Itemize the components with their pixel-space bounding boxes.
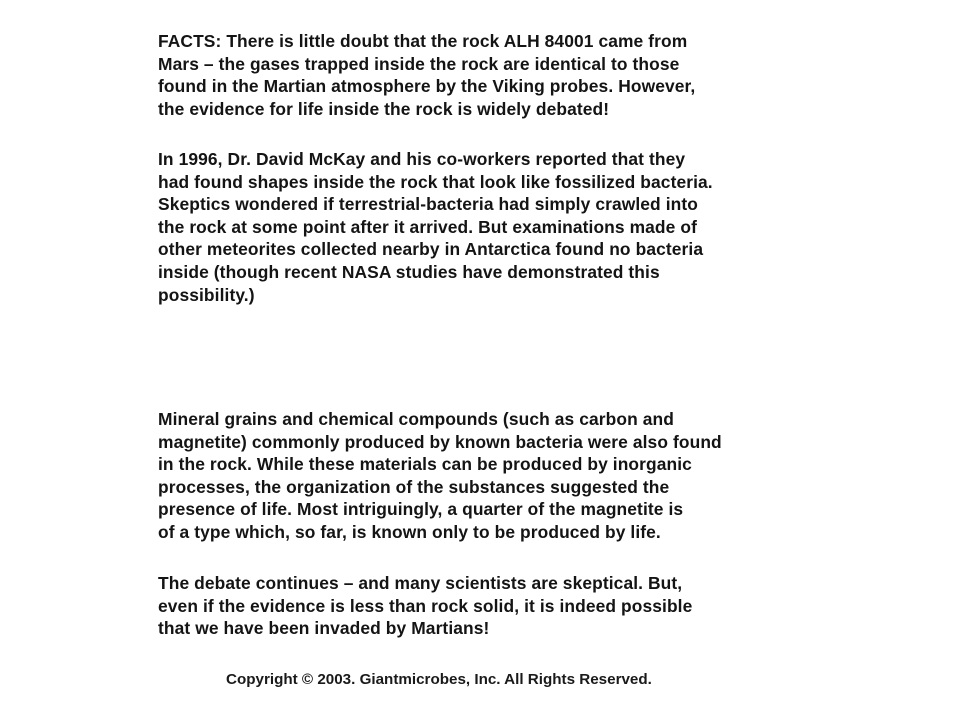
text-line: magnetite) commonly produced by known bacteria were also found xyxy=(158,431,722,452)
text-line: inside (though recent NASA studies have demonstrated this xyxy=(158,261,660,282)
text-line: Mars – the gases trapped inside the rock are identical to those xyxy=(158,53,680,74)
paragraph-debate xyxy=(158,572,818,640)
text-line: Skeptics wondered if terrestrial-bacteria had simply crawled into xyxy=(158,194,698,215)
copyright-notice: Copyright © 2003. Giantmicrobes, Inc. All Rights Reserved. xyxy=(226,671,652,688)
paragraph-facts xyxy=(158,30,818,120)
text-line: possibility.) xyxy=(158,284,255,305)
text-line: Mineral grains and chemical compounds (such as carbon and xyxy=(158,409,674,429)
text-line: processes, the organization of the substances suggested the xyxy=(158,476,670,497)
text-line: had found shapes inside the rock that look like fossilized bacteria. xyxy=(158,171,713,192)
text-line: the evidence for life inside the rock is widely debated! xyxy=(158,98,610,119)
text-line: In 1996, Dr. David McKay and his co-workers reported that they xyxy=(158,149,686,169)
paragraph-mineral-grains xyxy=(158,408,818,544)
text-line: that we have been invaded by Martians! xyxy=(158,618,490,639)
text-line: presence of life. Most intriguingly, a quarter of the magnetite is xyxy=(158,499,684,520)
text-line: FACTS: There is little doubt that the rock ALH 84001 came from xyxy=(158,31,688,51)
text-line: of a type which, so far, is known only to be produced by life. xyxy=(158,521,661,542)
text-line: in the rock. While these materials can be produced by inorganic xyxy=(158,454,692,475)
paragraph-mckay-report xyxy=(158,148,818,306)
text-line: even if the evidence is less than rock solid, it is indeed possible xyxy=(158,595,693,616)
text-line: the rock at some point after it arrived. But examinations made of xyxy=(158,216,697,237)
text-line: found in the Martian atmosphere by the Viking probes. However, xyxy=(158,76,696,97)
text-line: other meteorites collected nearby in Antarctica found no bacteria xyxy=(158,239,704,260)
text-line: The debate continues – and many scientists are skeptical. But, xyxy=(158,573,683,593)
